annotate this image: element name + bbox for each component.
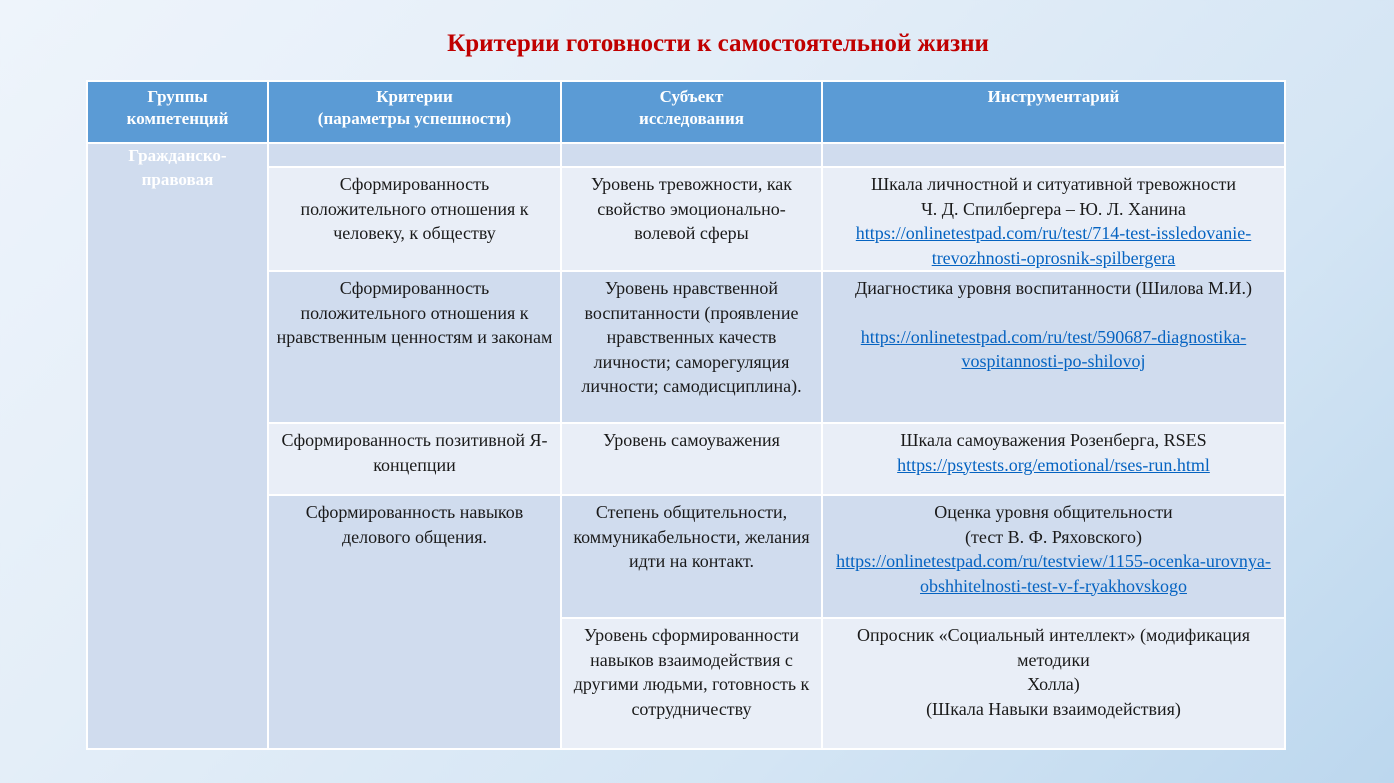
header-row (87, 81, 1285, 143)
tool-cell: Шкала самоуважения Розенберга, RSES https://psytests.org/emotional/rses-run.html (822, 423, 1285, 495)
criterion-cell: Сформированность навыков делового общения. (268, 495, 561, 749)
slide-title: Критерии готовности к самостоятельной жизни (447, 30, 989, 57)
header-tools: Инструментарий (822, 81, 1285, 143)
header-groups: Группы компетенций (87, 81, 268, 143)
subject-cell: Уровень нравственной воспитанности (проявление нравственных качеств личности; саморегуляция личности; самодисциплина). (561, 271, 822, 423)
criterion-cell: Сформированность позитивной Я-концепции (268, 423, 561, 495)
tool-cell: Опросник «Социальный интеллект» (модификация методики Холла) (Шкала Навыки взаимодействия) (822, 618, 1285, 749)
header-criteria: Критерии (параметры успешности) (268, 81, 561, 143)
header-subject: Субъект исследования (561, 81, 822, 143)
tool-link[interactable]: https://onlinetestpad.com/ru/testview/1155-ocenka-urovnya-obshhitelnosti-test-v-f-ryakhovskogo (836, 551, 1271, 596)
tool-cell: Шкала личностной и ситуативной тревожности Ч. Д. Спилбергера – Ю. Л. Ханина https://onlinetestpad.com/ru/test/714-test-issledovanie-trevozhnosti-oprosnik-spilbergera (822, 167, 1285, 271)
criterion-cell: Сформированность положительного отношения к нравственным ценностям и законам (268, 271, 561, 423)
subject-cell: Степень общительности, коммуникабельности, желания идти на контакт. (561, 495, 822, 618)
tool-link[interactable]: https://psytests.org/emotional/rses-run.html (897, 454, 1210, 475)
tool-link[interactable]: https://onlinetestpad.com/ru/test/714-test-issledovanie-trevozhnosti-oprosnik-spilbergera (855, 223, 1252, 268)
tool-cell: Оценка уровня общительности (тест В. Ф. Ряховского) https://onlinetestpad.com/ru/testview/1155-ocenka-urovnya-obshhitelnosti-test-v-f-ryakhovskogo (822, 495, 1285, 618)
criterion-cell: Сформированность положительного отношения к человеку, к обществу (268, 167, 561, 271)
spacer-row (87, 143, 1285, 167)
tool-link[interactable]: https://onlinetestpad.com/ru/test/590687-diagnostika-vospitannosti-po-shilovoj (860, 326, 1247, 371)
criteria-table (86, 80, 1286, 750)
tool-cell: Диагностика уровня воспитанности (Шилова М.И.) https://onlinetestpad.com/ru/test/590687-diagnostika-vospitannosti-po-shilovoj (822, 271, 1285, 423)
subject-cell: Уровень сформированности навыков взаимодействия с другими людьми, готовность к сотрудничеству (561, 618, 822, 749)
subject-cell: Уровень тревожности, как свойство эмоционально-волевой сферы (561, 167, 822, 271)
subject-cell: Уровень самоуважения (561, 423, 822, 495)
group-cell: Гражданско- правовая (87, 143, 268, 749)
